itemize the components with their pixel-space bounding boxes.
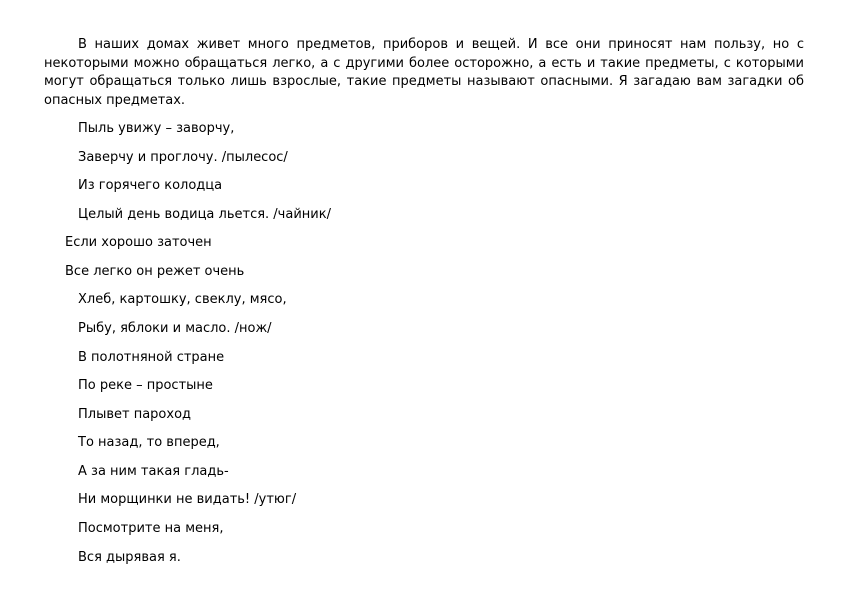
riddle-line: Вся дырявая я. xyxy=(78,550,181,565)
riddle-line: Все легко он режет очень xyxy=(65,264,245,279)
riddle-line: Посмотрите на меня, xyxy=(78,521,224,536)
riddle-line: Если хорошо заточен xyxy=(65,235,212,250)
riddle-line: В полотняной стране xyxy=(78,350,225,365)
riddle-line: Целый день водица льется. /чайник/ xyxy=(78,207,331,222)
riddle-line: А за ним такая гладь- xyxy=(78,464,229,479)
riddle-line: Заверчу и проглочу. /пылесос/ xyxy=(78,150,288,165)
riddle-line: Рыбу, яблоки и масло. /нож/ xyxy=(78,321,272,336)
riddle-line: То назад, то вперед, xyxy=(78,435,220,450)
riddle-line: По реке – простыне xyxy=(78,378,213,393)
riddle-line: Плывет пароход xyxy=(78,407,192,422)
intro-paragraph: В наших домах живет много предметов, приборов и вещей. И все они приносят нам пользу, но с некоторыми можно обращаться легко, а с другими более осторожно, а есть и такие предметы, с которыми могут обращаться только лишь взрослые, такие предметы называют опасными. Я загадаю вам загадки об опасных предметах. xyxy=(44,37,804,108)
riddle-line: Из горячего колодца xyxy=(78,178,223,193)
riddle-line: Ни морщинки не видать! /утюг/ xyxy=(78,492,297,507)
riddle-line: Хлеб, картошку, свеклу, мясо, xyxy=(78,292,287,307)
riddle-line: Пыль увижу – заворчу, xyxy=(78,121,235,136)
